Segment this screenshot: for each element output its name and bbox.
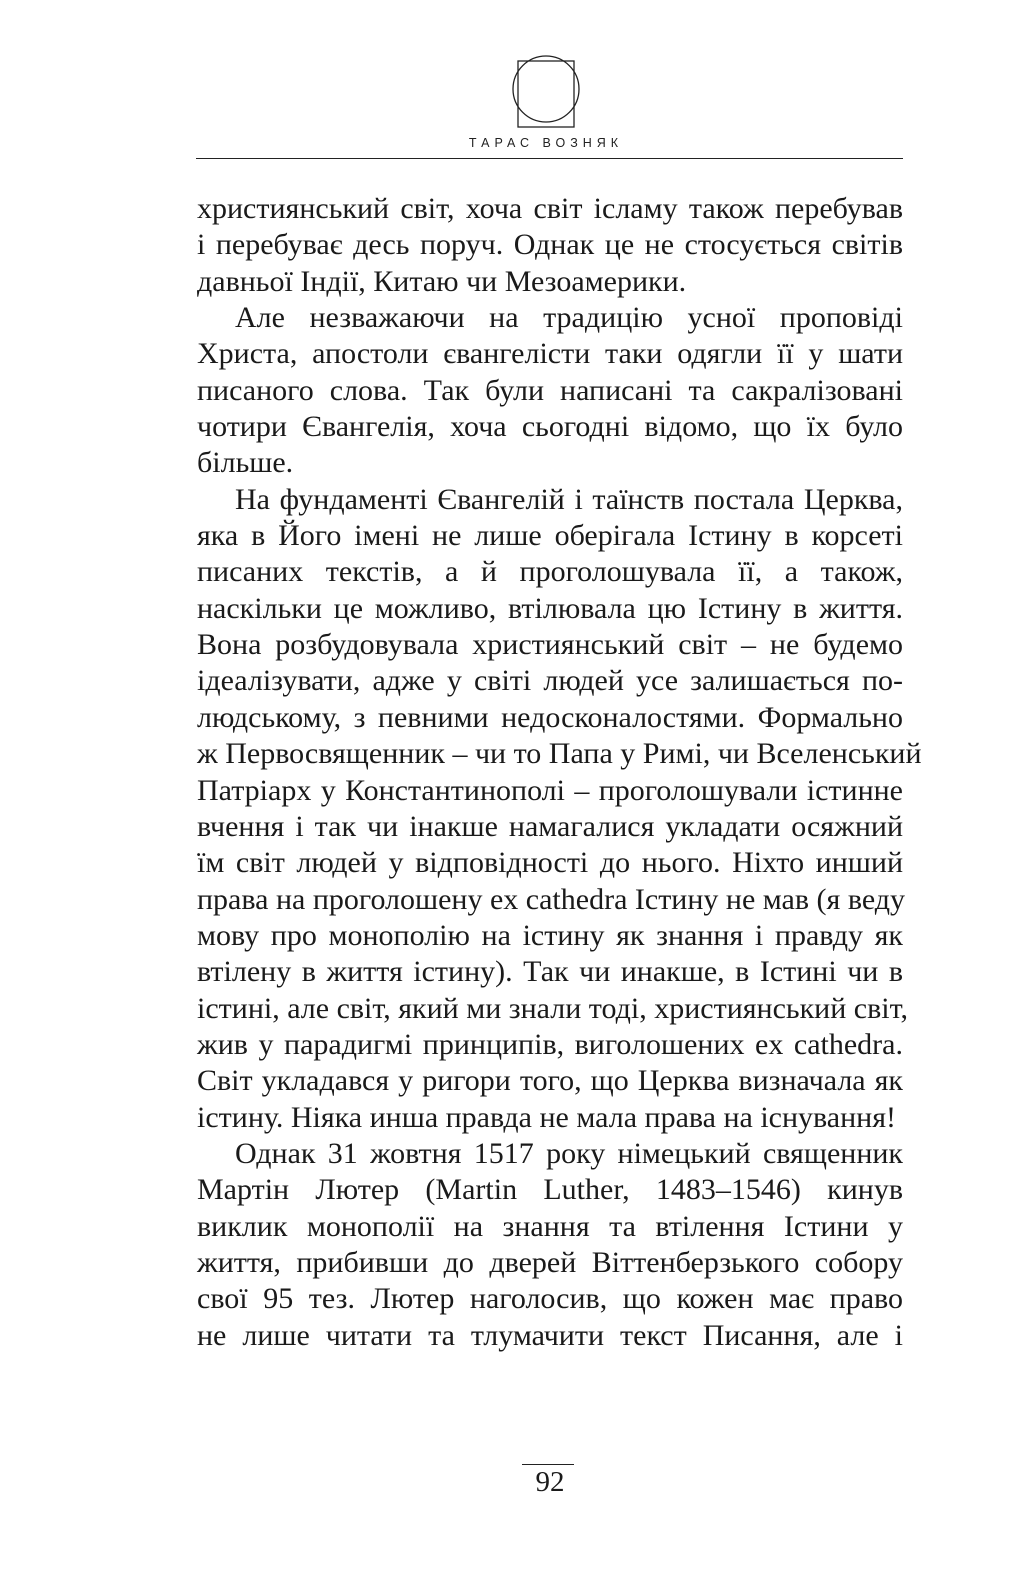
text-line: їм світ людей у відповідності до нього. Ніхто инший [197, 846, 903, 880]
text-line: Вона розбудовувала християнський світ – не будемо [197, 628, 903, 662]
page-number-rule [522, 1464, 574, 1465]
text-line: мову про монополію на істину як знання і правду як [197, 918, 903, 952]
text-line: яка в Його імені не лише оберігала Істину в корсеті [197, 519, 903, 553]
text-line: жив у парадигмі принципів, виголошених ex cathedra. [197, 1027, 903, 1061]
text-line: вчення і так чи інакше намагалися укладати осяжний [197, 809, 903, 843]
paragraph [197, 191, 903, 300]
text-line: втілену в життя істину). Так чи инакше, в Істині чи в [197, 955, 903, 989]
text-line: писаних текстів, а й проголошувала її, а також, [197, 555, 903, 589]
text-line: ж Первосвященник – чи то Папа у Римі, чи Вселенський [197, 737, 922, 771]
text-line: Христа, апостоли євангелісти таки одягли її у шати [197, 337, 903, 371]
text-line: писаного слова. Так були написані та сакралізовані [197, 373, 903, 407]
text-line: більше. [197, 446, 294, 480]
text-line: Однак 31 жовтня 1517 року німецький священник [235, 1136, 903, 1170]
body-text [197, 191, 922, 1354]
text-line: права на проголошену ex cathedra Істину не мав (я веду [197, 882, 906, 916]
text-line: виклик монополії на знання та втілення Істини у [197, 1209, 903, 1243]
text-line: свої 95 тез. Лютер наголосив, що кожен має право [197, 1282, 903, 1316]
text-line: ідеалізувати, адже у світі людей усе залишається по- [197, 664, 903, 698]
text-line: істину. Ніяка инша правда не мала права на існування! [197, 1100, 897, 1134]
text-line: Світ укладався у ригори того, що Церква визначала як [197, 1064, 903, 1098]
circle-square-emblem-icon [511, 46, 581, 136]
text-line: На фундаменті Євангелій і таїнств постала Церква, [235, 482, 903, 516]
paragraph [197, 482, 922, 1136]
text-line: Мартін Лютер (Martin Luther, 1483–1546) кинув [197, 1173, 903, 1207]
text-line: наскільки це можливо, втілювала цю Істину в життя. [197, 591, 903, 625]
page-number: 92 [535, 1466, 565, 1498]
text-line: чотири Євангелія, хоча сьогодні відомо, що їх було [197, 410, 903, 444]
text-line: християнський світ, хоча світ ісламу також перебував [197, 192, 903, 225]
paragraph [197, 300, 903, 482]
text-line: не лише читати та тлумачити текст Писання, але і [197, 1318, 903, 1352]
text-line: людському, з певними недосконалостями. Формально [197, 700, 903, 734]
text-line: істині, але світ, який ми знали тоді, християнський світ, [197, 991, 908, 1025]
text-line: давньої Індії, Китаю чи Мезоамерики. [197, 264, 687, 298]
text-line: життя, прибивши до дверей Віттенберзького собору [197, 1245, 903, 1279]
header-rule [196, 158, 903, 159]
paragraph [197, 1136, 903, 1354]
text-line: Але незважаючи на традицію усної проповіді [235, 301, 903, 335]
running-title: ТАРАС ВОЗНЯК [468, 136, 624, 150]
text-line: і перебуває десь поруч. Однак це не стосується світів [197, 228, 903, 262]
text-line: Патріарх у Константинополі – проголошували істинне [197, 773, 903, 807]
